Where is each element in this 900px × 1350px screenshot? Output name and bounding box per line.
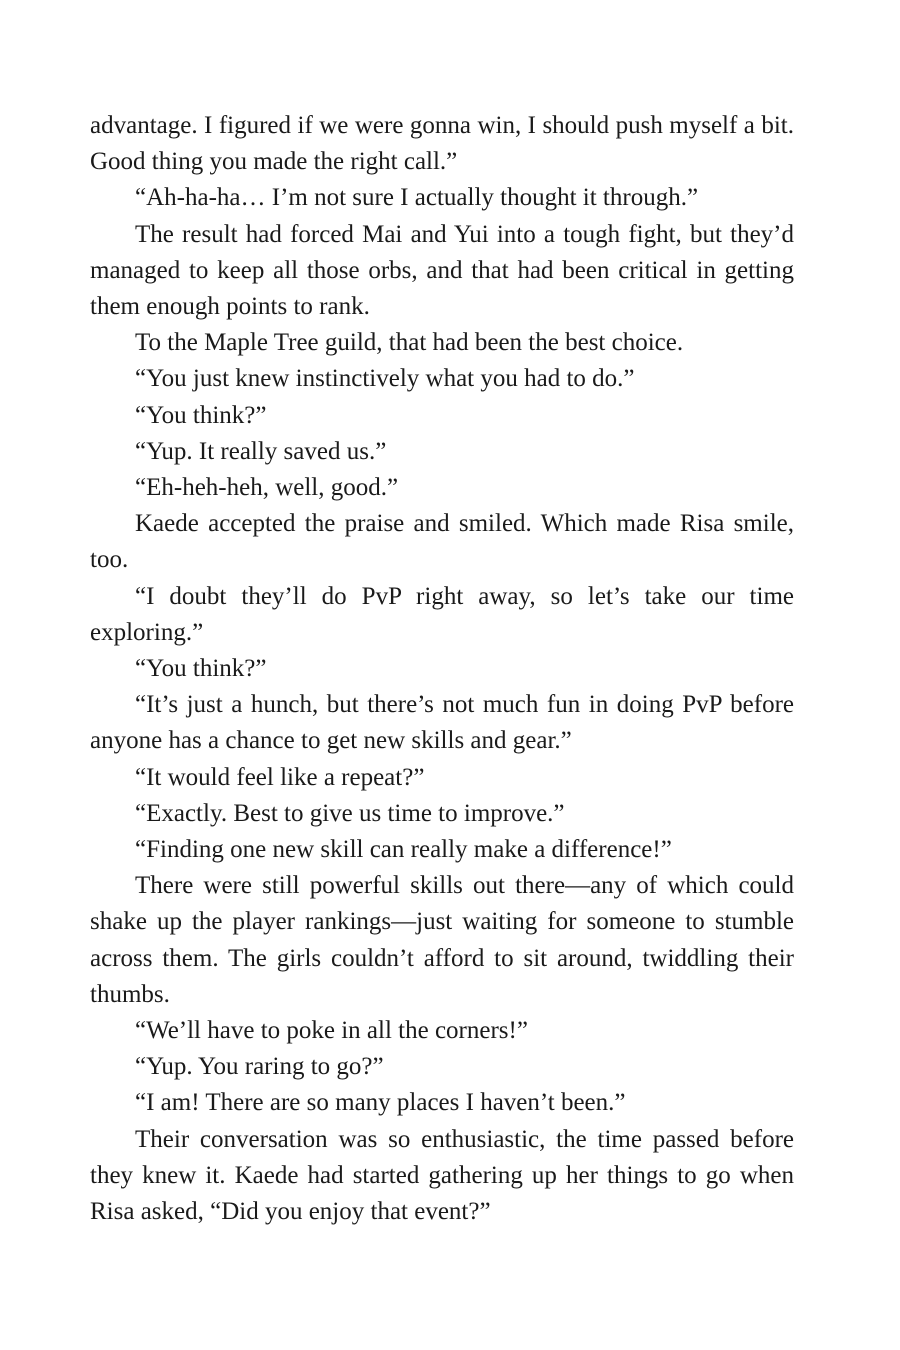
paragraph: “It’s just a hunch, but there’s not much fun in doing PvP before anyone has a chance to get new skills and gear.” [90, 691, 794, 755]
paragraph: The result had forced Mai and Yui into a tough fight, but they’d managed to keep all those orbs, and that had been critical in getting them enough points to rank. [90, 220, 794, 321]
paragraph: Their conversation was so enthusiastic, the time passed before they knew it. Kaede had started gathering up her things to go when Risa asked, “Did you enjoy that event?” [90, 1125, 794, 1226]
paragraph: “We’ll have to poke in all the corners!” [135, 1017, 528, 1045]
paragraph: “You think?” [135, 655, 267, 683]
paragraph: “Ah-ha-ha… I’m not sure I actually thought it through.” [135, 184, 699, 212]
paragraph: “I am! There are so many places I haven’t been.” [135, 1089, 626, 1117]
paragraph: “Yup. It really saved us.” [135, 437, 387, 465]
paragraph: “Yup. You raring to go?” [135, 1053, 384, 1081]
paragraph: “You think?” [135, 401, 267, 429]
paragraph: “I doubt they’ll do PvP right away, so let’s take our time exploring.” [90, 582, 794, 646]
paragraph: There were still powerful skills out there—any of which could shake up the player rankings—just waiting for someone to stumble across them. The girls couldn’t afford to sit around, twiddling their thumbs. [90, 872, 794, 1008]
paragraph: “Exactly. Best to give us time to improve.” [135, 799, 565, 827]
paragraph: “Eh-heh-heh, well, good.” [135, 474, 399, 502]
paragraph: advantage. I figured if we were gonna win, I should push myself a bit. Good thing you made the right call.” [90, 112, 794, 176]
paragraph: “Finding one new skill can really make a difference!” [135, 836, 672, 864]
book-page [90, 108, 794, 1230]
paragraph: “It would feel like a repeat?” [135, 763, 425, 791]
paragraph: “You just knew instinctively what you had to do.” [135, 365, 635, 393]
paragraph: To the Maple Tree guild, that had been the best choice. [135, 329, 684, 357]
paragraph: Kaede accepted the praise and smiled. Which made Risa smile, too. [90, 510, 794, 574]
